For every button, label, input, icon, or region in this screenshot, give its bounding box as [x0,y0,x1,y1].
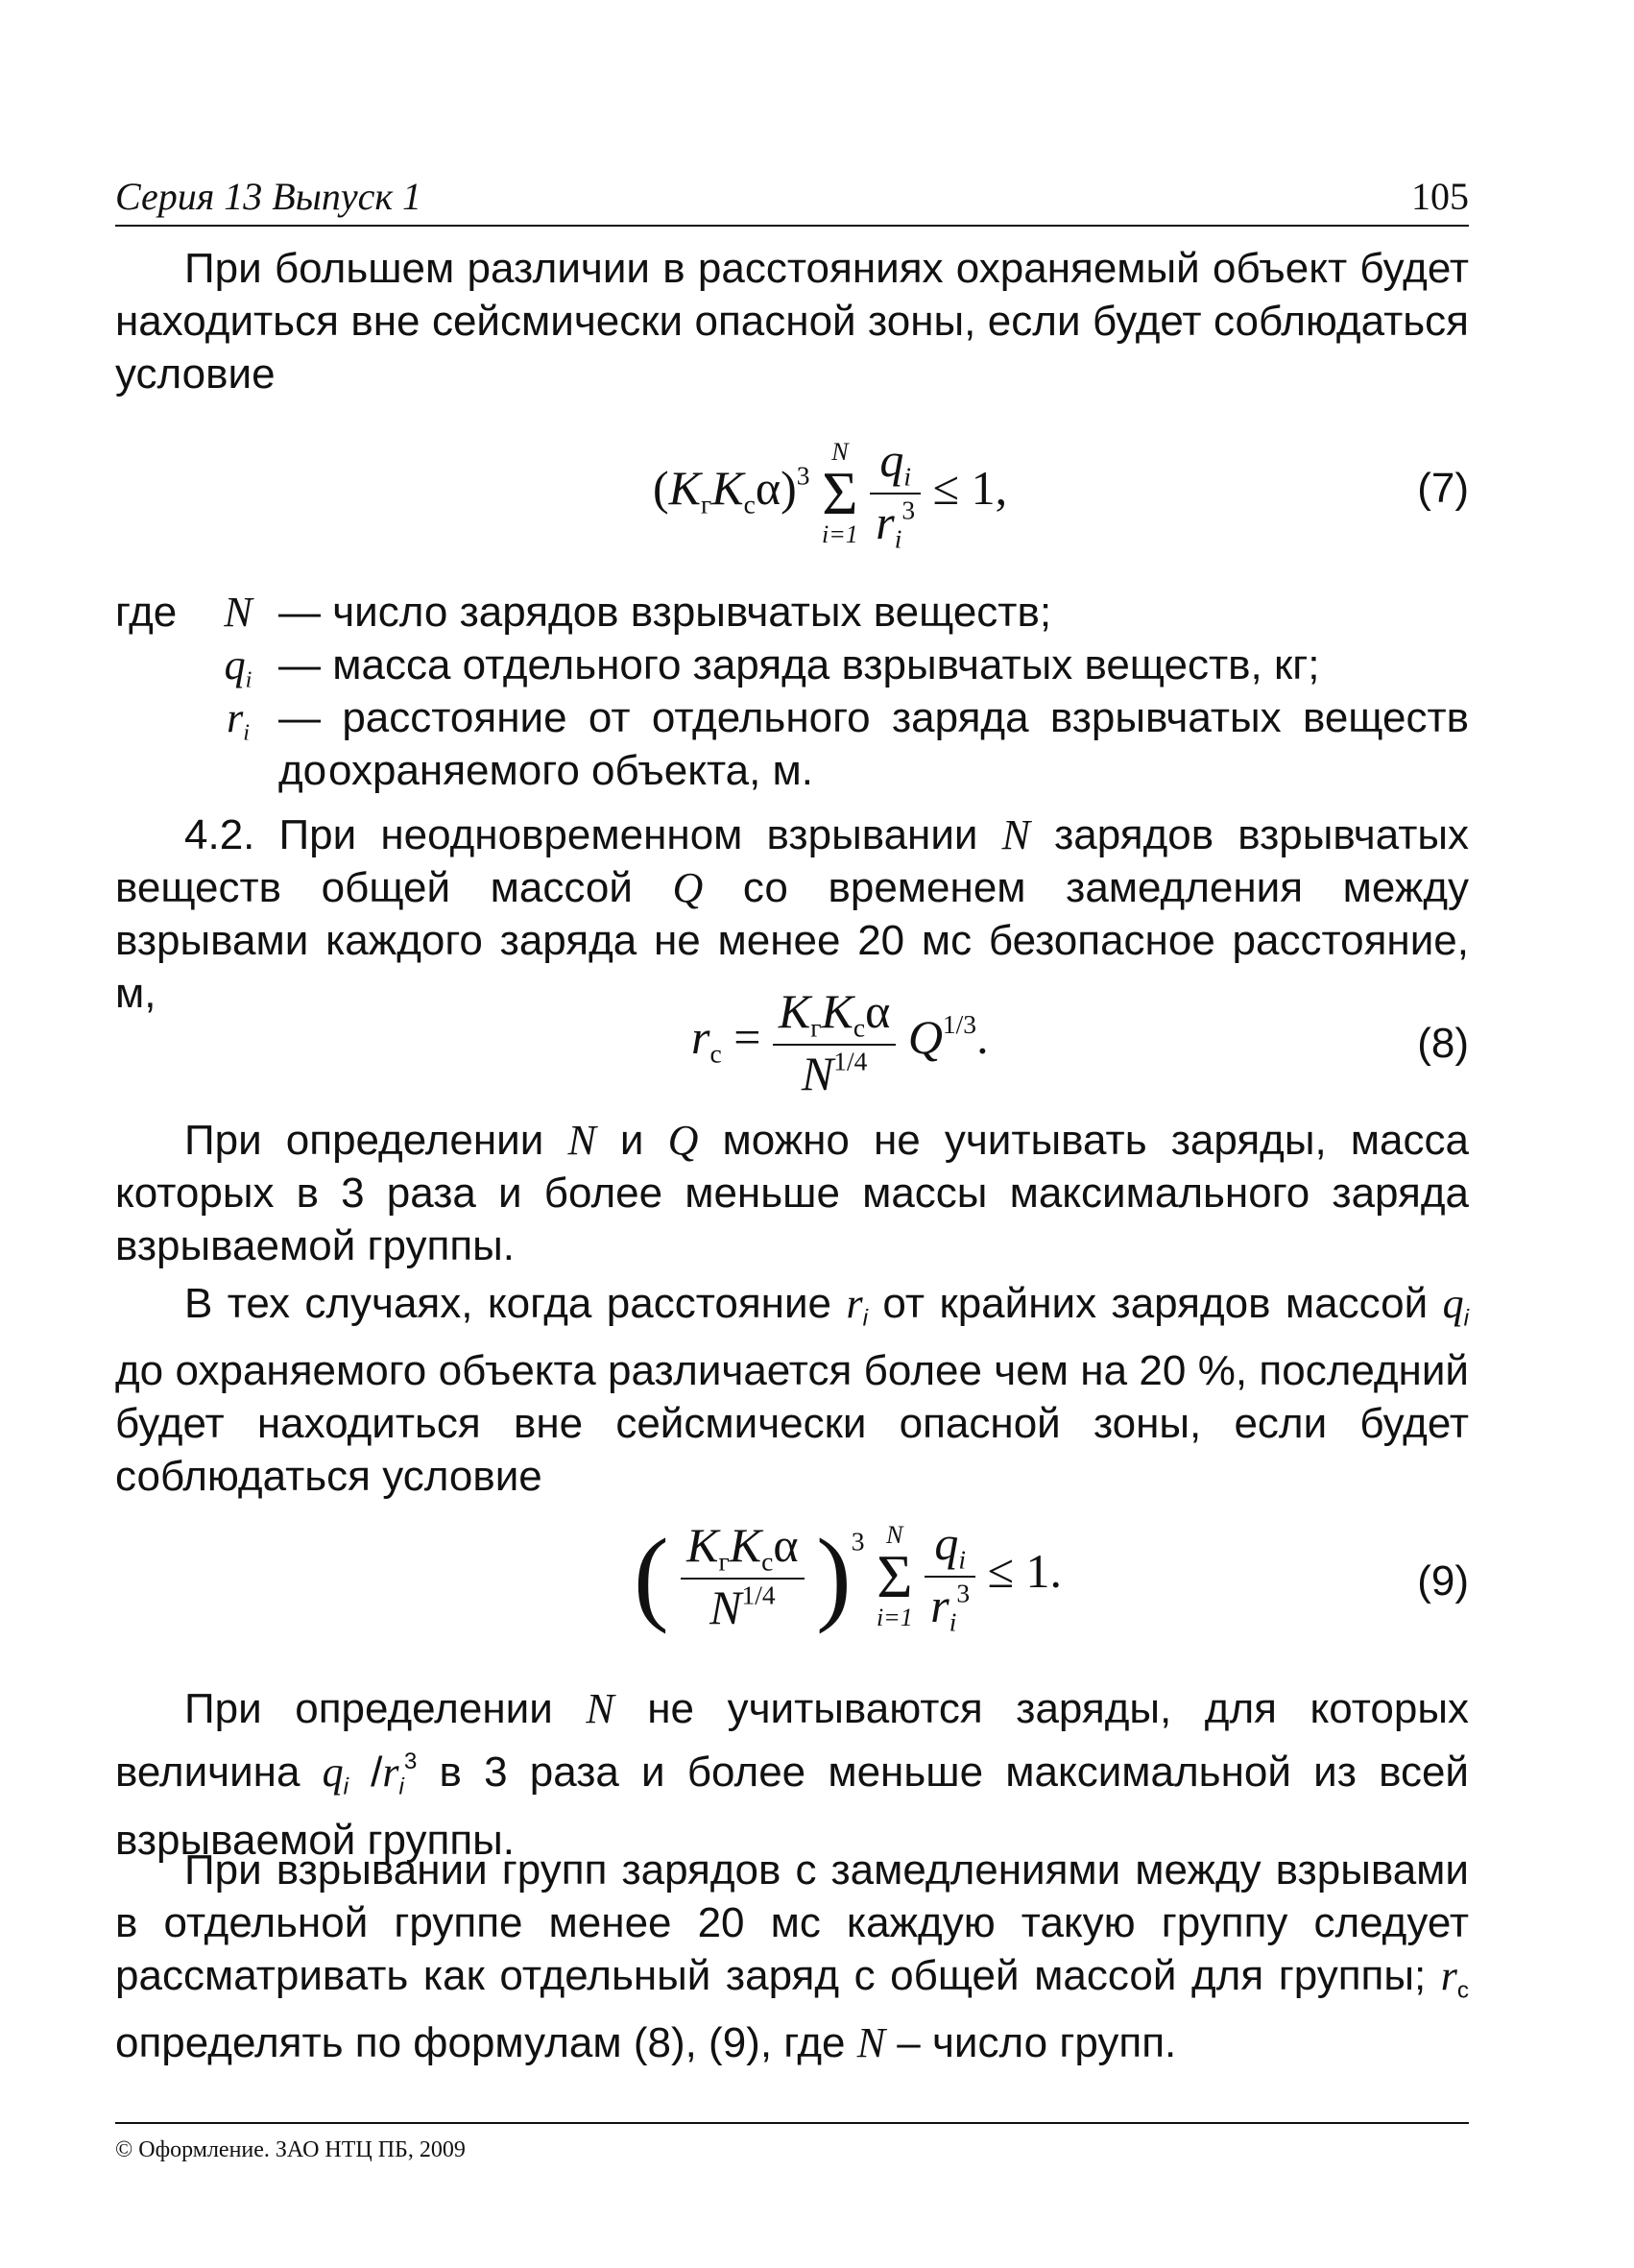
definition-row: где N — число зарядов взрывчатых веществ; [115,589,1052,636]
equation-7-body: $(K_гK_с\alpha)^3$ N Σ i=1 $\frac{qi}{ri^3}$ ≤ 1, [653,433,1008,554]
fraction: $\frac{K_гK_с\alpha}{N^{1/4}}$ [773,983,896,1101]
copyright-notice: © Оформление. ЗАО НТЦ ПБ, 2009 [115,2137,466,2162]
definition-row: охраняемого объекта, м. [328,747,813,794]
paragraph-6: При взрывании групп зарядов с замедлениями между взрывами в отдельной группе менее 20 мс каждую такую группу следует рассматривать как отдельный заряд с общей массой для группы; $r_с$ определять по формулам (8), (9), где N – число групп. [115,1846,1469,2067]
definition-row: qi — масса отдельного заряда взрывчатых веществ, кг; [224,641,1320,693]
equation-9-body: ( $\frac{K_гK_с\alpha}{N^{1/4}}$ )$^3$ N Σ i=1 $\frac{qi}{ri^3}$ ≤ 1. [634,1516,1063,1637]
paragraph-1 [115,242,1469,400]
definition-row: ri — расстояние от отдельного заряда взрывчатых веществ до [227,694,1469,794]
paragraph-2: 4.2. При неодновременном взрывании N зарядов взрывчатых веществ общей массой Q со временем замедления между взрывами каждого заряда не менее 20 мс безопасное расстояние, м, [115,811,1469,1017]
fraction: $\frac{K_гK_с\alpha}{N^{1/4}}$ [681,1517,804,1635]
running-header [115,169,1469,227]
symbol-definitions [115,586,1469,797]
page-number: 105 [1411,175,1469,218]
paragraph-3: При определении N и Q можно не учитывать заряды, масса которых в 3 раза и более меньше массы максимального заряда взрываемой группы. [115,1117,1469,1269]
equation-8-number: (8) [1417,1020,1469,1067]
summation-symbol: N Σ i=1 [876,1520,913,1631]
page-footer [115,2122,1469,2163]
paragraph-1-text: При большем различии в расстояниях охраняемый объект будет находиться вне сейсмически опасной зоны, если будет соблюдаться условие [115,245,1469,398]
equation-9 [115,1508,1469,1652]
equation-9-number: (9) [1417,1557,1469,1604]
fraction: $\frac{qi}{ri^3}$ [925,1515,975,1637]
paragraph-4: В тех случаях, когда расстояние ri от крайних зарядов массой qi до охраняемого объекта различается более чем на 20 %, последний будет находиться вне сейсмически опасной зоны, если будет соблюдаться условие [115,1280,1469,1501]
footer-rule [115,2122,1469,2124]
equation-8-body: $r_с$ = $\frac{K_гK_с\alpha}{N^{1/4}}$ $Q^{1/3}$. [691,984,989,1100]
equation-7 [115,422,1469,557]
summation-symbol: N Σ i=1 [821,437,858,548]
paragraph-5: При определении N не учитываются заряды, для которых величина qi $/ri^3$ в 3 раза и более меньше максимальной из всей взрываемой группы. [115,1685,1470,1864]
series-title: Серия 13 Выпуск 1 [115,175,422,218]
equation-7-number: (7) [1417,465,1469,512]
header-rule [115,225,1469,227]
equation-8 [115,979,1469,1100]
fraction: $\frac{qi}{ri^3}$ [870,432,921,554]
